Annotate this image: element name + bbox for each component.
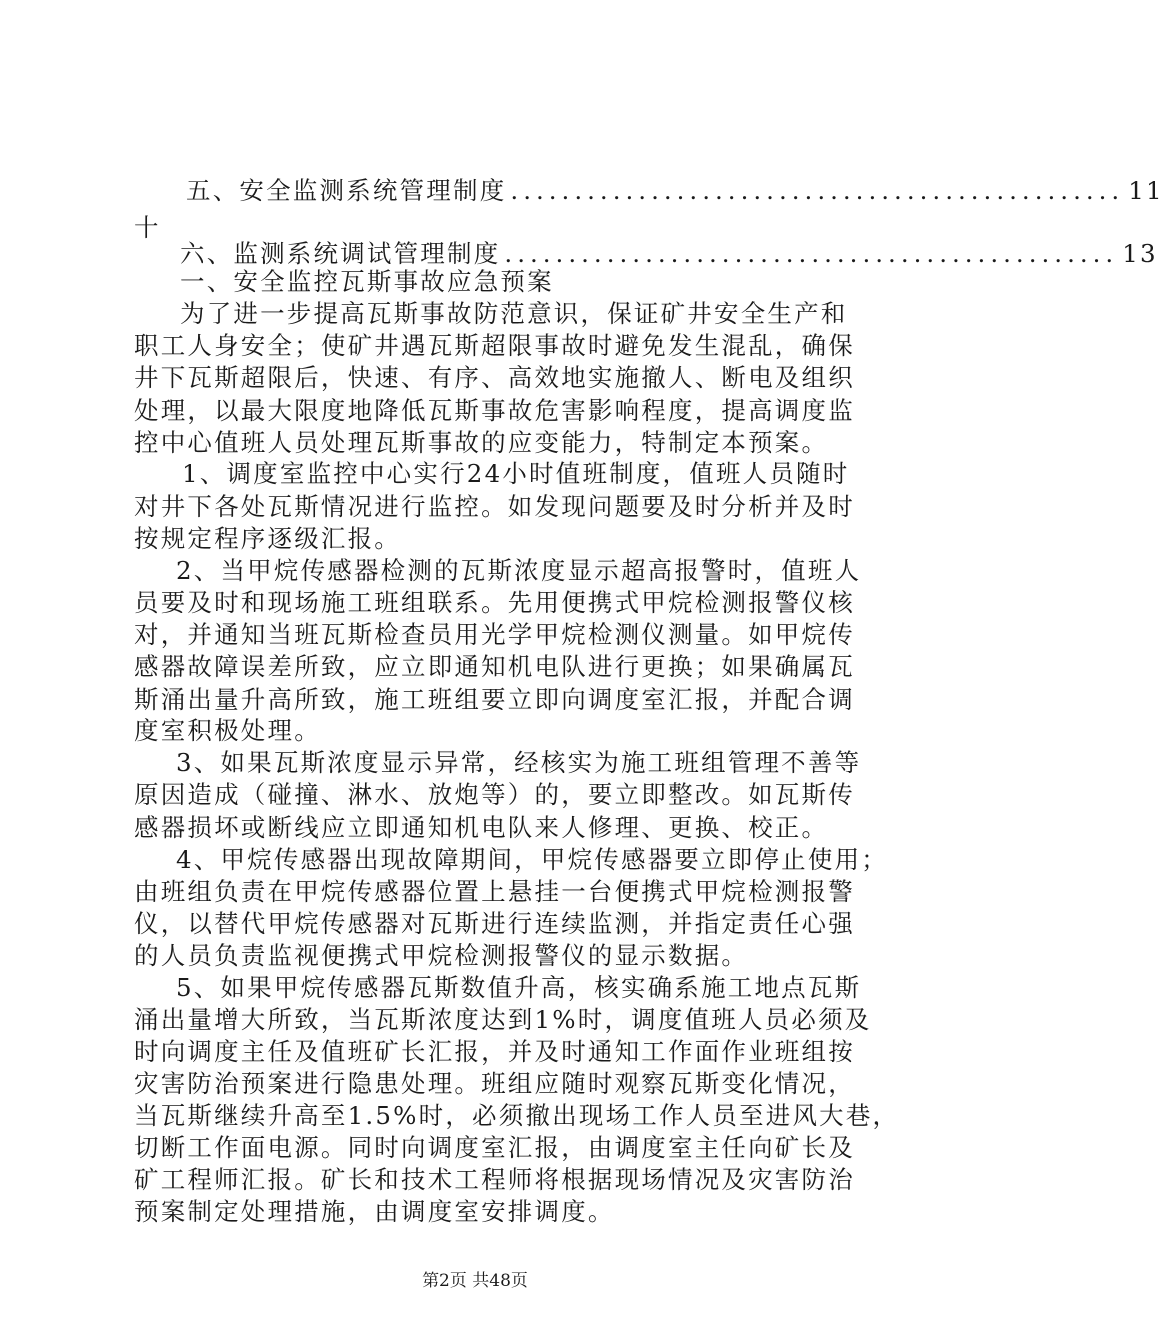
paragraph-line: 斯涌出量升高所致，施工班组要立即向调度室汇报，并配合调 (134, 685, 855, 714)
paragraph-line: 3、如果瓦斯浓度显示异常，经核实为施工班组管理不善等 (176, 748, 862, 777)
paragraph-line: 为了进一步提高瓦斯事故防范意识，保证矿井安全生产和 (180, 299, 848, 328)
paragraph-line: 的人员负责监视便携式甲烷检测报警仪的显示数据。 (134, 941, 749, 970)
paragraph-line: 矿工程师汇报。矿长和技术工程师将根据现场情况及灾害防治 (134, 1165, 855, 1194)
toc-entry-5 (186, 173, 1164, 209)
section-heading: 一、安全监控瓦斯事故应急预案 (180, 267, 554, 296)
paragraph-line: 度室积极处理。 (134, 716, 321, 745)
paragraph-line: 灾害防治预案进行隐患处理。班组应随时观察瓦斯变化情况， (134, 1069, 855, 1098)
paragraph-line: 切断工作面电源。同时向调度室汇报，由调度室主任向矿长及 (134, 1133, 855, 1162)
paragraph-line: 2、当甲烷传感器检测的瓦斯浓度显示超高报警时，值班人 (176, 556, 862, 585)
paragraph-line: 当瓦斯继续升高至1.5%时，必须撤出现场工作人员至进风大巷， (134, 1101, 900, 1130)
toc-wrap-text: 十 (134, 213, 161, 242)
paragraph-line: 感器故障误差所致，应立即通知机电队进行更换；如果确属瓦 (134, 652, 855, 681)
toc-page-number: 13 (1122, 239, 1158, 268)
paragraph-line: 预案制定处理措施，由调度室安排调度。 (134, 1197, 615, 1226)
paragraph-line: 由班组负责在甲烷传感器位置上悬挂一台便携式甲烷检测报警 (134, 877, 855, 906)
toc-leader-dots: ................................................ (510, 176, 1125, 205)
paragraph-line: 员要及时和现场施工班组联系。先用便携式甲烷检测报警仪核 (134, 588, 855, 617)
toc-entry-title: 五、安全监测系统管理制度 (186, 176, 507, 205)
paragraph-line: 时向调度主任及值班矿长汇报，并及时通知工作面作业班组按 (134, 1037, 855, 1066)
paragraph-line: 井下瓦斯超限后，快速、有序、高效地实施撤人、断电及组织 (134, 363, 855, 392)
paragraph-line: 4、甲烷传感器出现故障期间，甲烷传感器要立即停止使用； (176, 845, 888, 874)
paragraph-line: 按规定程序逐级汇报。 (134, 524, 401, 553)
toc-entry-title: 六、监测系统调试管理制度 (180, 239, 501, 268)
toc-leader-dots: ................................................ (504, 239, 1119, 268)
paragraph-line: 对，并通知当班瓦斯检查员用光学甲烷检测仪测量。如甲烷传 (134, 620, 855, 649)
paragraph-line: 控中心值班人员处理瓦斯事故的应变能力，特制定本预案。 (134, 428, 829, 457)
paragraph-line: 5、如果甲烷传感器瓦斯数值升高，核实确系施工地点瓦斯 (176, 973, 862, 1002)
toc-page-number: 11 (1128, 176, 1164, 205)
paragraph-line: 职工人身安全；使矿井遇瓦斯超限事故时避免发生混乱，确保 (134, 331, 855, 360)
paragraph-line: 涌出量增大所致，当瓦斯浓度达到1%时，调度值班人员必须及 (134, 1005, 872, 1034)
page-footer: 第2页 共48页 (422, 1271, 528, 1291)
paragraph-line: 仪，以替代甲烷传感器对瓦斯进行连续监测，并指定责任心强 (134, 909, 855, 938)
paragraph-line: 感器损坏或断线应立即通知机电队来人修理、更换、校正。 (134, 813, 829, 842)
paragraph-line: 1、调度室监控中心实行24小时值班制度，值班人员随时 (182, 459, 850, 488)
paragraph-line: 原因造成（碰撞、淋水、放炮等）的，要立即整改。如瓦斯传 (134, 780, 855, 809)
paragraph-line: 处理，以最大限度地降低瓦斯事故危害影响程度，提高调度监 (134, 396, 855, 425)
paragraph-line: 对井下各处瓦斯情况进行监控。如发现问题要及时分析并及时 (134, 492, 855, 521)
